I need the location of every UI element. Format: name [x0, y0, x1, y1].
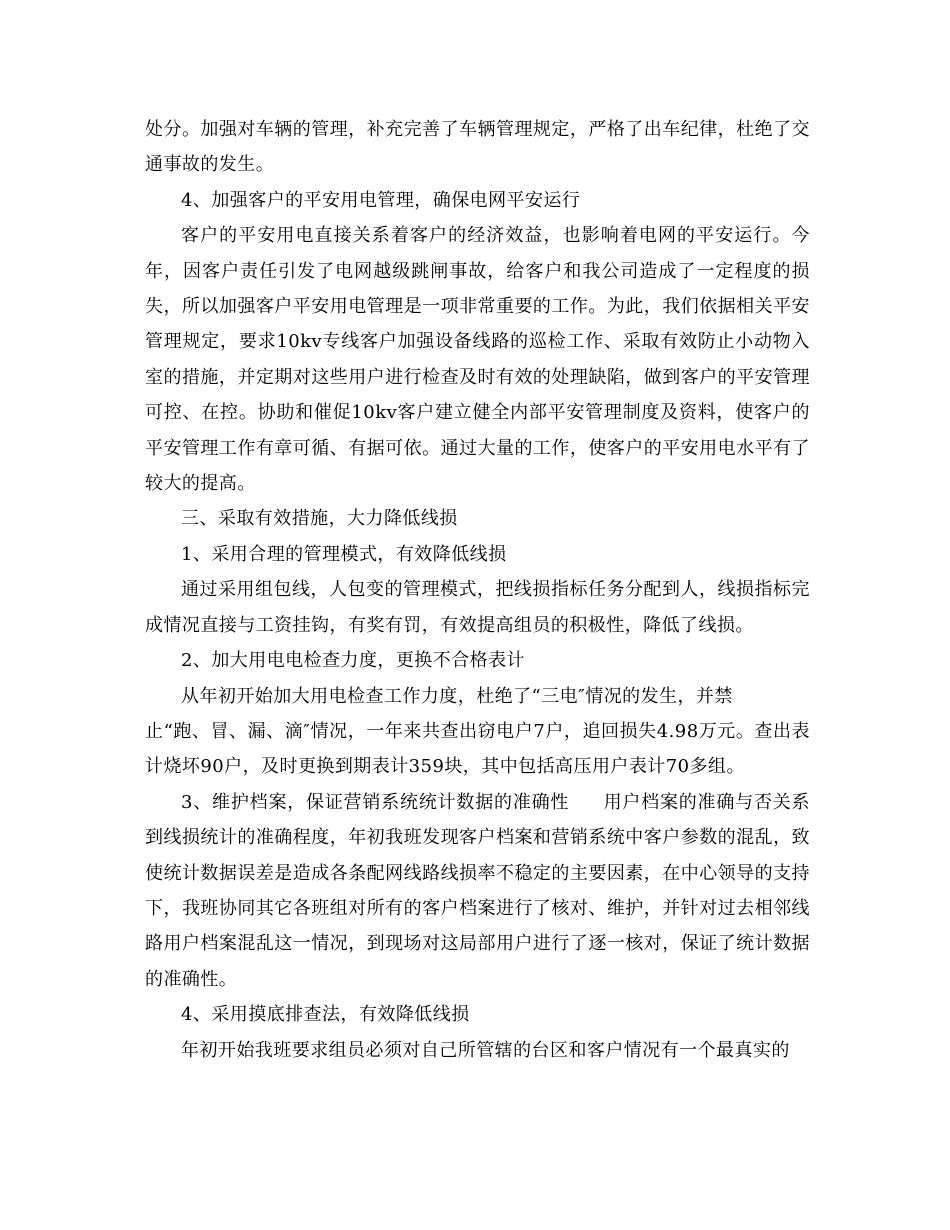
document-body	[145, 112, 810, 1068]
paragraph-management-mode: 通过采用组包线，人包变的管理模式，把线损指标任务分配到人，线损指标完成情况直接与工资挂钩，有奖有罚，有效提高组员的积极性，降低了线损。	[145, 579, 810, 636]
heading-management-mode: 1、采用合理的管理模式，有效降低线损	[181, 543, 507, 565]
heading-survey-method: 4、采用摸底排查法，有效降低线损	[181, 1004, 470, 1026]
paragraph-inspection-cont: 止“跑、冒、漏、滴″情况，一年来共查出窃电户7户，追回损失4.98万元。查出表计烧坏90户，及时更换到期表计359块，其中包括高压用户表计70多组。	[145, 720, 810, 778]
paragraph-archives-body: 用户档案的准确与否关系到线损统计的准确程度，年初我班发现客户档案和营销系统中客户参数的混乱，致使统计数据误差是造成各条配网线路线损率不稳定的主要因素，在中心领导的支持下，我班协同其它各班组对所有的客户档案进行了核对、维护，并针对过去相邻线路用户档案混乱这一情况，到现场对这局部用户进行了逐一核对，保证了统计数据的准确性。	[145, 791, 810, 990]
paragraph-customer-safety: 客户的平安用电直接关系着客户的经济效益，也影响着电网的平安运行。今年，因客户责任引发了电网越级跳闸事故，给客户和我公司造成了一定程度的损失，所以加强客户平安用电管理是一项非常重要的工作。为此，我们依据相关平安管理规定，要求10kv专线客户加强设备线路的巡检工作、采取有效防止小动物入室的措施，并定期对这些用户进行检查及时有效的处理缺陷，做到客户的平安管理可控、在控。协助和催促10kv客户建立健全内部平安管理制度及资料，使客户的平安管理工作有章可循、有据可依。通过大量的工作，使客户的平安用电水平有了较大的提高。	[145, 225, 810, 495]
paragraph-survey-method: 年初开始我班要求组员必须对自己所管辖的台区和客户情况有一个最真实的	[181, 1039, 790, 1061]
paragraph-archives	[145, 785, 810, 997]
heading-customer-safety: 4、加强客户的平安用电管理，确保电网平安运行	[181, 189, 581, 211]
heading-section-three: 三、采取有效措施，大力降低线损	[181, 508, 458, 530]
heading-archives: 3、维护档案，保证营销系统统计数据的准确性	[181, 791, 570, 813]
paragraph-inspection-line1: 从年初开始加大用电检查工作力度，杜绝了“三电″情况的发生，并禁	[181, 685, 733, 707]
paragraph-vehicle-management: 处分。加强对车辆的管理，补充完善了车辆管理规定，严格了出车纪律，杜绝了交通事故的发生。	[145, 119, 810, 176]
heading-inspection: 2、加大用电电检查力度，更换不合格表计	[181, 650, 526, 672]
